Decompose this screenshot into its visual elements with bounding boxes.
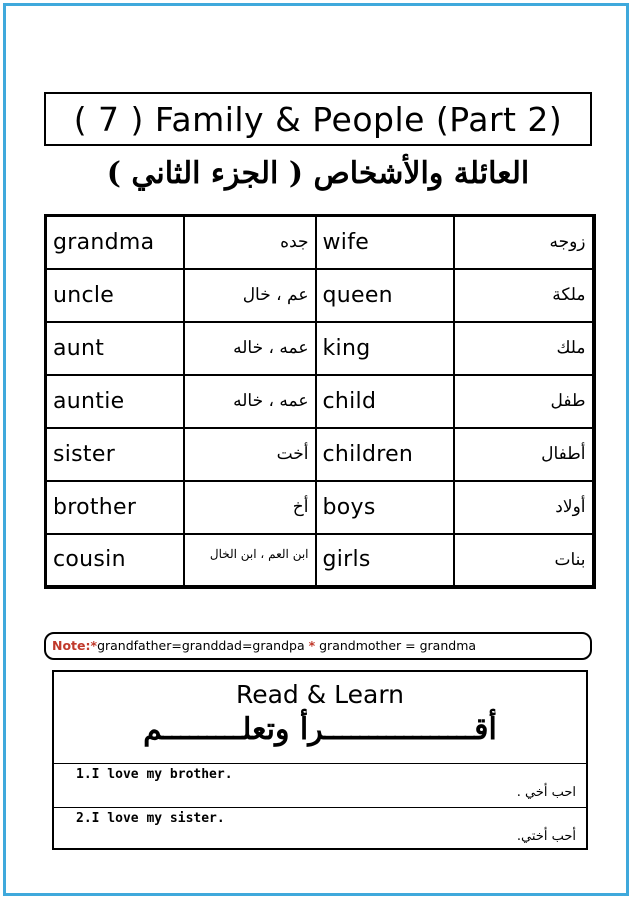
arabic-translation: عم ، خال — [184, 269, 316, 322]
arabic-translation: جده — [184, 216, 316, 269]
read-and-learn-box — [52, 670, 588, 850]
table-row — [46, 481, 594, 534]
sentence-item — [54, 807, 586, 850]
table-row — [46, 269, 594, 322]
read-and-learn-title-arabic: أقـــــــــــــــــرأ وتعلـــــــــم — [143, 712, 497, 747]
table-row — [46, 534, 594, 587]
english-word: aunt — [46, 322, 184, 375]
english-word: children — [316, 428, 454, 481]
arabic-translation: عمه ، خاله — [184, 375, 316, 428]
english-word: child — [316, 375, 454, 428]
arabic-translation: طفل — [454, 375, 594, 428]
arabic-translation: زوجه — [454, 216, 594, 269]
arabic-translation: بنات — [454, 534, 594, 587]
sentence-english: 1.I love my brother. — [76, 767, 233, 782]
english-word: queen — [316, 269, 454, 322]
english-word: wife — [316, 216, 454, 269]
english-word: brother — [46, 481, 184, 534]
english-word: grandma — [46, 216, 184, 269]
note-star: * — [308, 638, 316, 653]
sentence-item — [54, 763, 586, 807]
vocabulary-table — [44, 214, 596, 589]
read-and-learn-title: Read & Learn — [235, 680, 405, 709]
sentence-english: 2.I love my sister. — [76, 811, 225, 826]
arabic-translation: ملك — [454, 322, 594, 375]
page-title: ( 7 ) Family & People (Part 2) — [44, 92, 592, 146]
arabic-translation: ملكة — [454, 269, 594, 322]
table-row — [46, 322, 594, 375]
table-row — [46, 216, 594, 269]
english-word: girls — [316, 534, 454, 587]
english-word: uncle — [46, 269, 184, 322]
note-text: grandmother = grandma — [315, 638, 477, 653]
arabic-translation: أخ — [184, 481, 316, 534]
table-row — [46, 428, 594, 481]
english-word: sister — [46, 428, 184, 481]
english-word: cousin — [46, 534, 184, 587]
arabic-translation: ابن العم ، ابن الخال — [184, 534, 316, 587]
arabic-translation: أطفال — [454, 428, 594, 481]
sentence-arabic: أحب أختي. — [516, 829, 576, 844]
english-word: boys — [316, 481, 454, 534]
arabic-translation: أولاد — [454, 481, 594, 534]
note-text: grandfather=granddad=grandpa — [97, 638, 309, 653]
english-word: auntie — [46, 375, 184, 428]
page-subtitle-arabic: العائلة والأشخاص ( الجزء الثاني ) — [106, 156, 530, 191]
note-box — [44, 632, 592, 660]
note-label: Note: — [52, 638, 91, 653]
sentence-arabic: احب أخي . — [516, 785, 576, 800]
note-star: * — [90, 638, 98, 653]
english-word: king — [316, 322, 454, 375]
table-row — [46, 375, 594, 428]
arabic-translation: عمه ، خاله — [184, 322, 316, 375]
arabic-translation: أخت — [184, 428, 316, 481]
